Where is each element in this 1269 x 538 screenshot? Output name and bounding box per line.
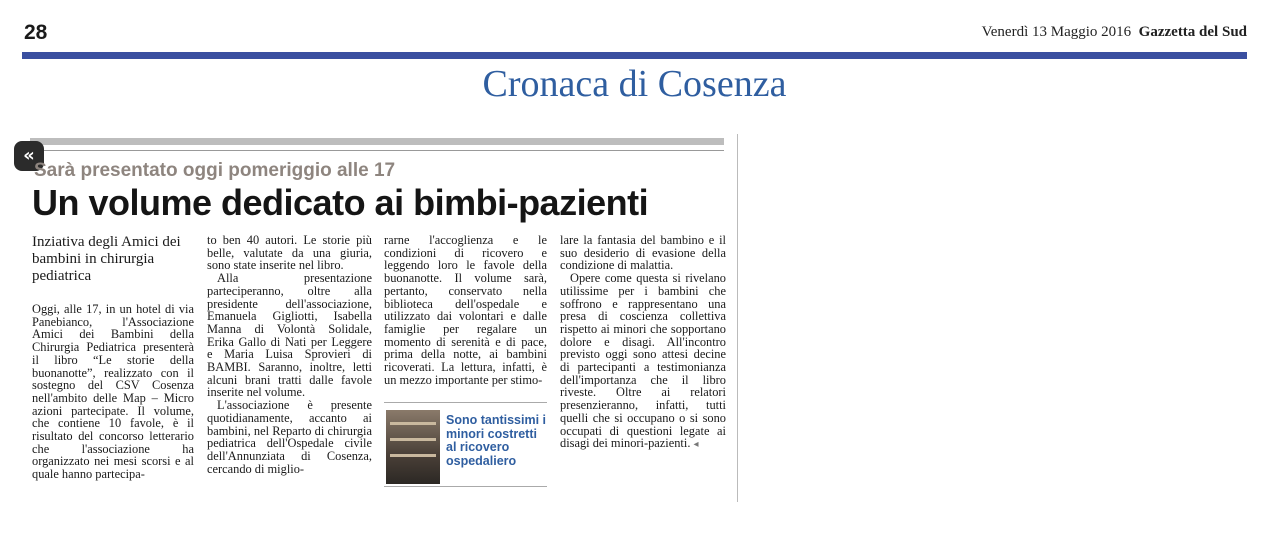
box-rule xyxy=(384,402,547,403)
newspaper-name: Gazzetta del Sud xyxy=(1138,24,1247,40)
double-chevron-left-icon[interactable]: « xyxy=(14,141,44,171)
article-column-1 xyxy=(32,303,194,481)
article-top-rule xyxy=(30,150,724,151)
article-column-3 xyxy=(384,234,547,386)
paragraph: L'associazione è presente quotidianamente, accanto ai bambini, nel Reparto di chirurgia pediatrica dell'Ospedale civile dell'Annunziata di Cosenza, cercando di miglio- xyxy=(207,398,372,476)
article-headline: Un volume dedicato ai bimbi-pazienti xyxy=(32,182,649,223)
section-title: Cronaca di Cosenza xyxy=(482,63,787,105)
hospital-photo xyxy=(386,410,440,484)
end-mark-icon: ◂ xyxy=(693,439,699,451)
article-column-4 xyxy=(560,234,726,452)
article-subhead: Inziativa degli Amici dei bambini in chirurgia pediatrica xyxy=(32,234,181,284)
paragraph: Opere come questa si rivelano utilissime per i bambini che soffrono e rappresentano una presa di coscienza collettiva rispetto ai minori che sopportano dolore e disagi. All'incontro previsto oggi sono attesi decine di partecipanti a testimonianza dell'importanza che il libro riveste. Oltre ai relatori presenzieranno, infatti, tutti quelli che si occupano o si sono occupati di questioni legate ai disagi dei minori-pazienti. ◂ xyxy=(560,271,726,451)
paragraph: rarne l'accoglienza e le condizioni di ricovero e leggendo loro le favole della buonanotte. Il volume sarà, pertanto, conservato nella biblioteca dell'ospedale e utilizzato dai volontari e dalle famiglie per regalare un momento di serenità e di pace, prima della notte, ai bambini ricoverati. La lettura, infatti, è un mezzo importante per stimo- xyxy=(384,233,547,387)
article-kicker: Sarà presentato oggi pomeriggio alle 17 xyxy=(34,160,396,181)
box-rule xyxy=(384,486,547,487)
paragraph: Oggi, alle 17, in un hotel di via Panebianco, l'Associazione Amici dei Bambini della Chirurgia Pediatrica presenterà il libro “Le storie della buonanotte”, realizzato con il sostegno del CSV Cosenza nell'ambito delle Map – Micro azioni partecipate. Il volume, che contiene 10 favole, è il risultato del concorso letterario che l'associazione ha organizzato nei mesi scorsi e al quale hanno partecipa- xyxy=(32,302,194,482)
header-rule xyxy=(22,52,1247,59)
page-number: 28 xyxy=(24,21,48,44)
paragraph: lare la fantasia del bambino e il suo desiderio di evasione della condizione di malattia. xyxy=(560,233,726,273)
date-line xyxy=(982,24,1247,41)
article-top-bar xyxy=(30,138,724,145)
column-divider xyxy=(737,134,738,502)
photo-caption: Sono tantissimi i minori costretti al ricovero ospedaliero xyxy=(446,413,547,468)
paragraph: Alla presentazione parteciperanno, oltre alla presidente dell'associazione, Emanuela Gigliotti, Isabella Manna di Volontà Solidale, Erika Gallo di Nati per Leggere e Maria Luisa Sprovieri di BAMBI. Saranno, inoltre, letti alcuni brani tratti dalle favole inserite nel volume. xyxy=(207,271,372,400)
issue-date: Venerdì 13 Maggio 2016 xyxy=(981,24,1132,40)
article-column-2 xyxy=(207,234,372,475)
paragraph: to ben 40 autori. Le storie più belle, valutate da una giuria, sono state inserite nel libro. xyxy=(207,233,372,273)
